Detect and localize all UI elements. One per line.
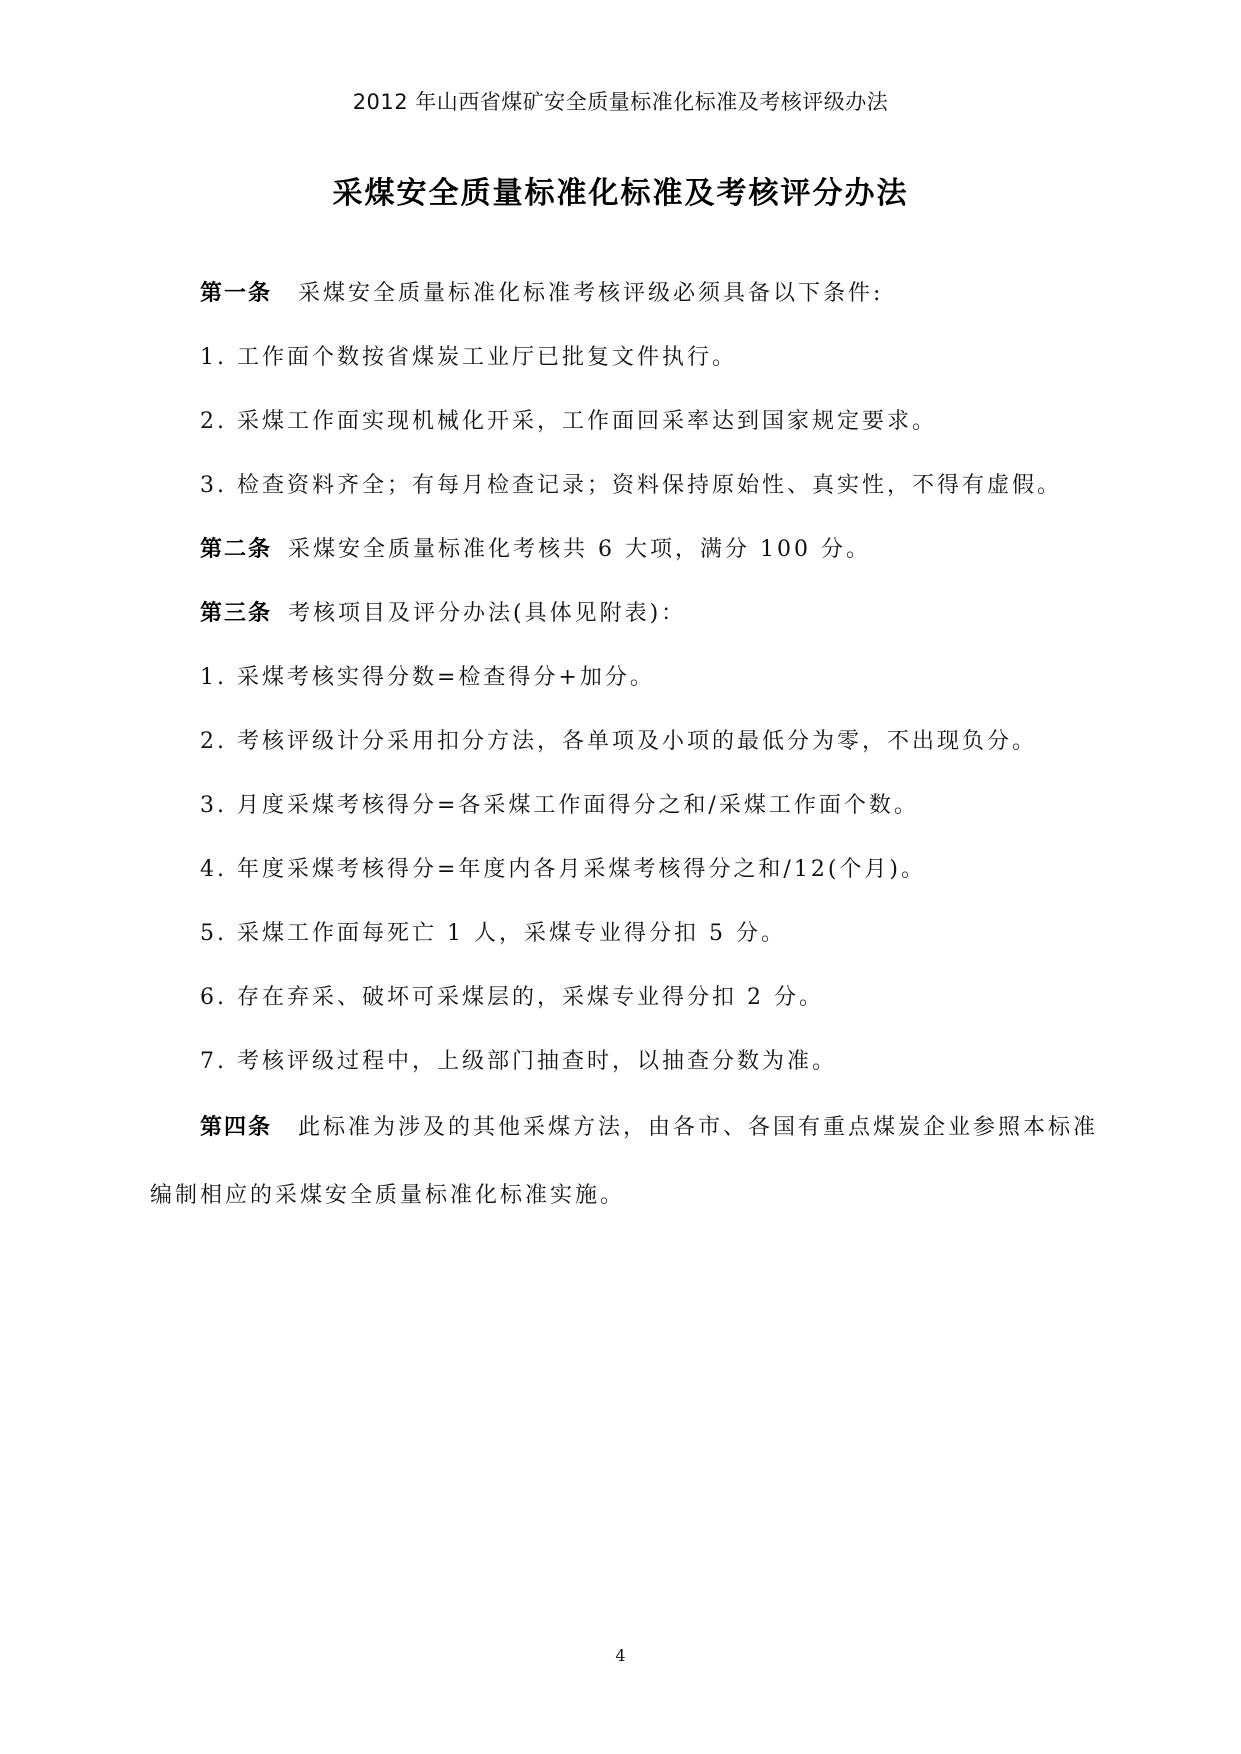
article-3-item-7: 7. 考核评级过程中，上级部门抽查时，以抽查分数为准。 — [200, 1049, 837, 1074]
document-title: 采煤安全质量标准化标准及考核评分办法 — [332, 176, 909, 211]
article-1-text: 采煤安全质量标准化标准考核评级必须具备以下条件: — [298, 281, 884, 306]
article-2-text: 采煤安全质量标准化考核共 6 大项，满分 100 分。 — [288, 537, 871, 562]
article-1 — [200, 276, 883, 307]
article-3-item-4: 4. 年度采煤考核得分=年度内各月采煤考核得分之和/12(个月)。 — [200, 857, 926, 882]
article-4-continuation: 编制相应的采煤安全质量标准化标准实施。 — [150, 1183, 626, 1208]
article-3-text: 考核项目及评分办法(具体见附表)： — [288, 601, 687, 626]
article-4 — [200, 1110, 1098, 1141]
article-4-label: 第四条 — [200, 1115, 273, 1140]
article-3-item-2: 2. 考核评级计分采用扣分方法，各单项及小项的最低分为零，不出现负分。 — [200, 729, 1037, 754]
article-1-item-3: 3. 检查资料齐全；有每月检查记录；资料保持原始性、真实性，不得有虚假。 — [200, 473, 1062, 498]
article-1-item-1: 1. 工作面个数按省煤炭工业厅已批复文件执行。 — [200, 345, 737, 370]
page-number: 4 — [615, 1646, 626, 1665]
article-3 — [200, 596, 686, 627]
article-2 — [200, 532, 871, 563]
article-3-item-1: 1. 采煤考核实得分数=检查得分+加分。 — [200, 665, 655, 690]
running-header: 2012 年山西省煤矿安全质量标准化标准及考核评级办法 — [352, 90, 889, 114]
article-3-item-6: 6. 存在弃采、破坏可采煤层的，采煤专业得分扣 2 分。 — [200, 985, 824, 1010]
article-2-label: 第二条 — [200, 537, 273, 562]
article-3-item-3: 3. 月度采煤考核得分=各采煤工作面得分之和/采煤工作面个数。 — [200, 793, 919, 818]
article-4-text: 此标准为涉及的其他采煤方法，由各市、各国有重点煤炭企业参照本标准 — [298, 1115, 1099, 1140]
article-3-label: 第三条 — [200, 601, 273, 626]
article-3-item-5: 5. 采煤工作面每死亡 1 人，采煤专业得分扣 5 分。 — [200, 921, 786, 946]
article-1-label: 第一条 — [200, 281, 273, 306]
article-1-item-2: 2. 采煤工作面实现机械化开采，工作面回采率达到国家规定要求。 — [200, 409, 937, 434]
